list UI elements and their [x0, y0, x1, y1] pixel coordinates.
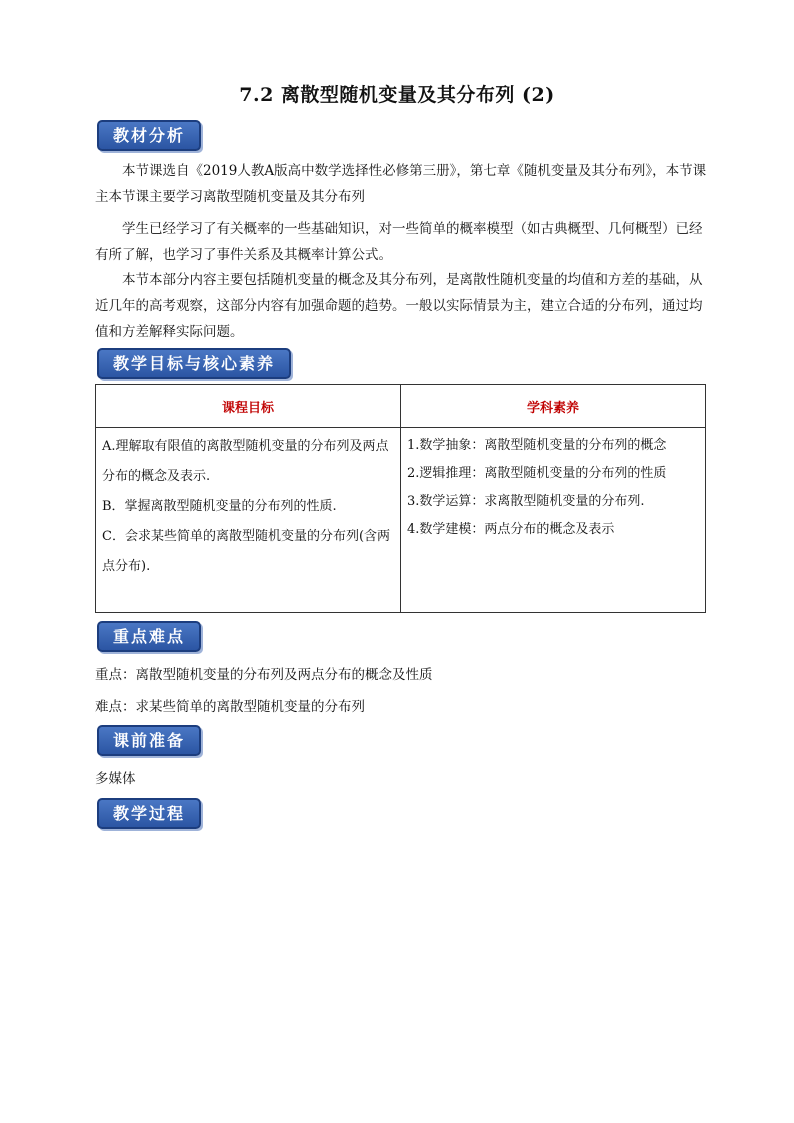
- literacy-item-4: 4.数学建模：两点分布的概念及表示: [407, 522, 615, 537]
- key-point-text: 重点：离散型随机变量的分布列及两点分布的概念及性质: [95, 667, 433, 683]
- section-badge-key-points: 重点难点: [97, 621, 201, 652]
- goals-table-header-row: [96, 385, 706, 428]
- analysis-paragraph-1: 本节课选自《2019人教A版高中数学选择性必修第三册》，第七章《随机变量及其分布列》，本节课主本节课主要学习离散型随机变量及其分布列: [95, 163, 707, 205]
- goals-header-literacy: 学科素养: [401, 385, 706, 428]
- literacy-item-2: 2.逻辑推理：离散型随机变量的分布列的性质: [407, 466, 667, 481]
- section-badge-goals: 教学目标与核心素养: [97, 348, 291, 379]
- literacy-cell: [401, 428, 706, 613]
- goals-table-row: [96, 428, 706, 613]
- section-badge-preparation: 课前准备: [97, 725, 201, 756]
- course-goal-c: C．会求某些简单的离散型随机变量的分布列(含两点分布).: [102, 529, 391, 574]
- literacy-item-3: 3.数学运算：求离散型随机变量的分布列.: [407, 494, 645, 509]
- course-goals-cell: [96, 428, 401, 613]
- page-title: 7.2 离散型随机变量及其分布列 (2): [239, 84, 555, 106]
- difficult-point-text: 难点：求某些简单的离散型随机变量的分布列: [95, 699, 365, 715]
- goals-table: [95, 384, 706, 613]
- goals-header-course: 课程目标: [96, 385, 401, 428]
- analysis-paragraph-2: 学生已经学习了有关概率的一些基础知识，对一些简单的概率模型（如古典概型、几何概型）已经有所了解，也学习了事件关系及其概率计算公式。: [95, 221, 703, 263]
- section-badge-analysis: 教材分析: [97, 120, 201, 151]
- course-goal-b: B．掌握离散型随机变量的分布列的性质.: [102, 499, 337, 514]
- section-badge-process: 教学过程: [97, 798, 201, 829]
- literacy-item-1: 1.数学抽象：离散型随机变量的分布列的概念: [407, 438, 667, 453]
- course-goal-a: A.理解取有限值的离散型随机变量的分布列及两点分布的概念及表示.: [102, 439, 389, 484]
- preparation-text: 多媒体: [95, 771, 136, 787]
- analysis-paragraph-3: 本节本部分内容主要包括随机变量的概念及其分布列，是离散性随机变量的均值和方差的基础，从近几年的高考观察，这部分内容有加强命题的趋势。一般以实际情景为主，建立合适的分布列，通过均值和方差解释实际问题。: [95, 272, 703, 340]
